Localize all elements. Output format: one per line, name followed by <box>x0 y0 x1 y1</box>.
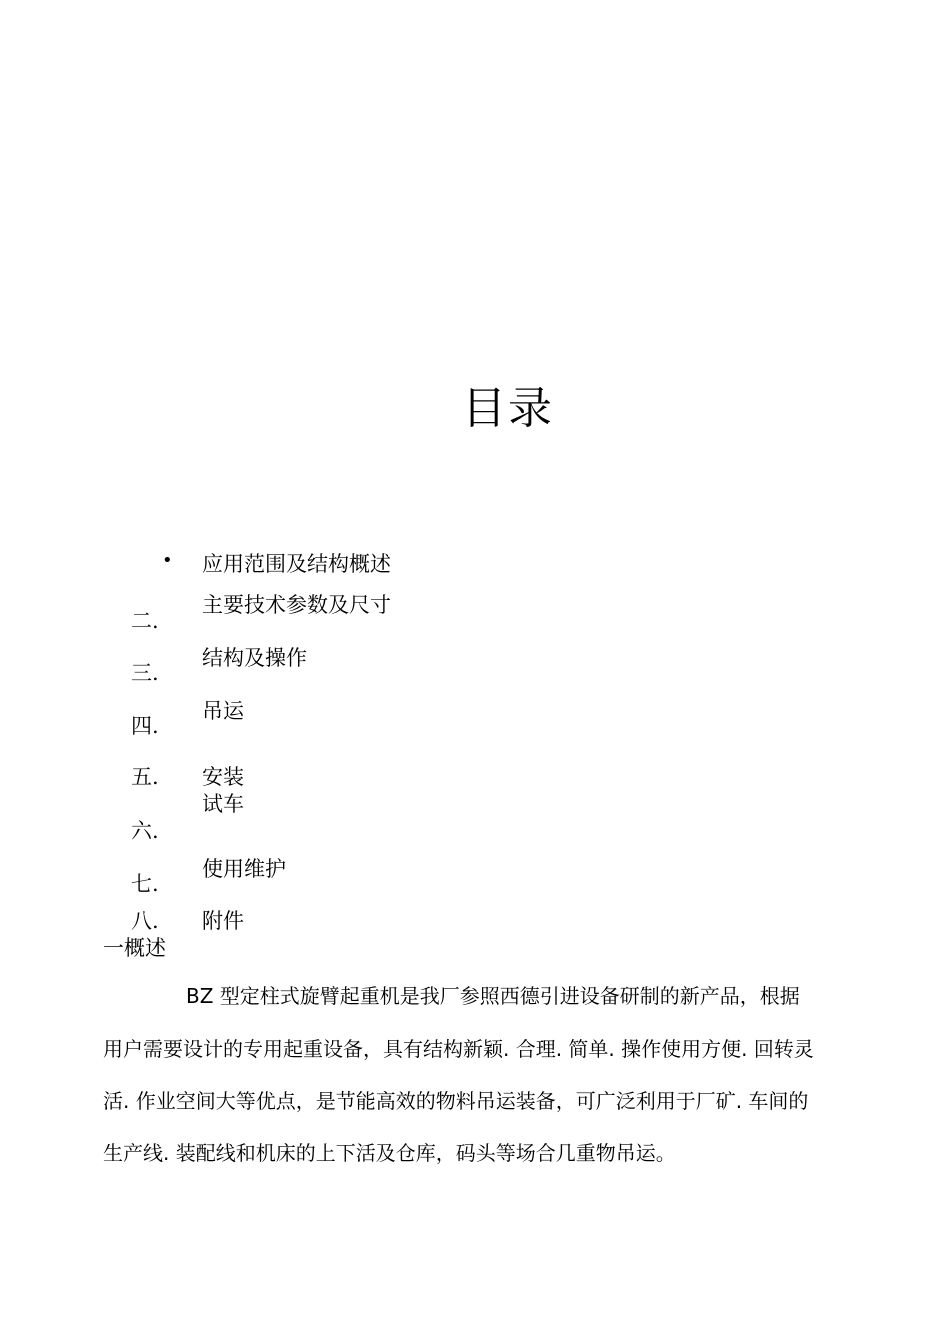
toc-item-5-number: 五. <box>131 765 159 789</box>
toc-bullet-1: • <box>162 550 173 571</box>
body-line-1: BZ 型定柱式旋臂起重机是我厂参照西德引进设备研制的新产品，根据 <box>186 984 800 1008</box>
toc-item-2-number: 二. <box>131 609 159 633</box>
toc-item-4-number: 四. <box>131 714 159 738</box>
body-line-2: 用户需要设计的专用起重设备，具有结构新颖. 合理. 简单. 操作使用方便. 回转灵 <box>103 1037 814 1061</box>
toc-item-2-label: 主要技术参数及尺寸 <box>202 593 391 617</box>
toc-item-3-label: 结构及操作 <box>202 646 307 670</box>
toc-item-1-label: 应用范围及结构概述 <box>202 552 391 576</box>
toc-item-8-label: 附件 <box>202 909 244 933</box>
toc-item-7-number: 七. <box>131 872 159 896</box>
body-line-4: 生产线. 装配线和机床的上下活及仓库，码头等场合几重物吊运。 <box>103 1141 676 1165</box>
toc-item-3-number: 三. <box>131 661 159 685</box>
section-heading: 一概述 <box>103 936 166 960</box>
body-line-3: 活. 作业空间大等优点，是节能高效的物料吊运装备，可广泛利用于厂矿. 车间的 <box>103 1089 809 1113</box>
toc-item-8-number: 八. <box>131 909 159 933</box>
toc-item-7-label: 使用维护 <box>202 857 286 881</box>
toc-item-4-label: 吊运 <box>202 699 244 723</box>
page-title: 目录 <box>462 383 554 434</box>
toc-item-6-label: 试车 <box>202 792 244 816</box>
toc-item-5-label: 安装 <box>202 765 244 789</box>
toc-item-6-number: 六. <box>131 819 159 843</box>
